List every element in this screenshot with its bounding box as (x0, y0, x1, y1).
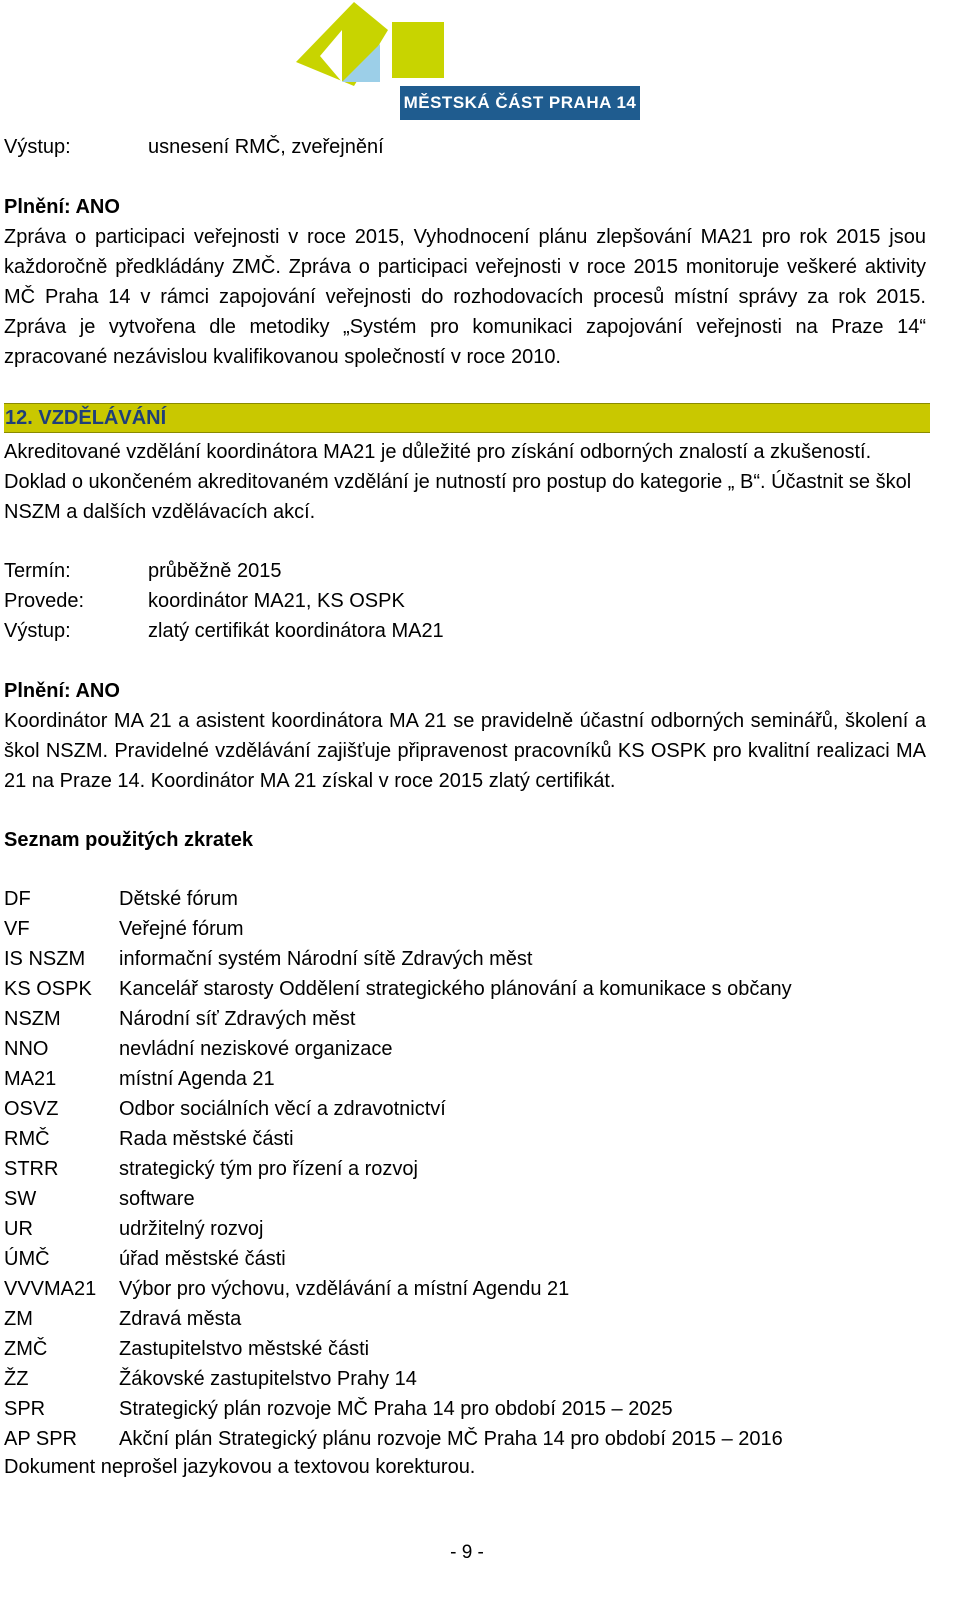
abbreviation-code: IS NSZM (4, 948, 86, 970)
output-value: usnesení RMČ, zveřejnění (148, 136, 384, 158)
abbreviation-row (4, 914, 930, 944)
abbreviation-meaning: místní Agenda 21 (119, 1068, 275, 1090)
abbreviation-code: RMČ (4, 1128, 50, 1150)
abbreviation-meaning: software (119, 1188, 195, 1210)
abbreviation-code: MA21 (4, 1068, 57, 1090)
detail-label: Termín: (4, 560, 71, 582)
abbreviation-meaning: udržitelný rozvoj (119, 1218, 264, 1240)
abbreviation-code: ZM (4, 1308, 33, 1330)
detail-value: koordinátor MA21, KS OSPK (148, 590, 405, 612)
detail-label: Provede: (4, 590, 85, 612)
abbreviation-code: STRR (4, 1158, 59, 1180)
output-row-top (4, 132, 384, 162)
abbreviation-meaning: Rada městské části (119, 1128, 294, 1150)
abbreviation-code: ÚMČ (4, 1248, 50, 1270)
output-label: Výstup: (4, 136, 71, 158)
abbreviation-row (4, 1184, 930, 1214)
abbreviation-meaning: nevládní neziskové organizace (119, 1038, 393, 1060)
abbreviation-row (4, 1124, 930, 1154)
abbreviation-row (4, 1034, 930, 1064)
abbreviation-code: NSZM (4, 1008, 61, 1030)
abbreviation-row (4, 944, 930, 974)
abbreviations-list (4, 884, 930, 1454)
abbreviation-code: ZMČ (4, 1338, 48, 1360)
abbreviation-code: UR (4, 1218, 33, 1240)
abbreviation-meaning: Výbor pro výchovu, vzdělávání a místní Agendu 21 (119, 1278, 570, 1300)
abbreviation-meaning: Zdravá města (119, 1308, 242, 1330)
detail-row-provede (4, 586, 405, 616)
fulfillment-heading-1: Plnění: ANO (4, 196, 120, 218)
abbreviation-code: DF (4, 888, 31, 910)
fulfillment-text-2: Koordinátor MA 21 a asistent koordinátora MA 21 se pravidelně účastní odborných seminářů, školení a škol NSZM. Pravidelné vzdělávání zajišťuje připravenost pracovníků KS OSPK pro kvalitní realizaci MA 21 na Praze 14. Koordinátor MA 21 získal v roce 2015 zlatý certifikát. (4, 710, 926, 792)
abbreviation-meaning: Veřejné fórum (119, 918, 244, 940)
abbreviation-row (4, 1334, 930, 1364)
abbreviation-meaning: Kancelář starosty Oddělení strategického plánování a komunikace s občany (119, 978, 792, 1000)
abbreviation-row (4, 1154, 930, 1184)
abbreviation-meaning: Zastupitelstvo městské části (119, 1338, 370, 1360)
abbreviation-row (4, 1304, 930, 1334)
logo-shapes-icon (296, 0, 456, 90)
detail-row-vystup (4, 616, 444, 646)
abbreviation-row (4, 1424, 930, 1454)
abbreviation-row (4, 1274, 930, 1304)
abbreviation-meaning: Dětské fórum (119, 888, 238, 910)
detail-value: průběžně 2015 (148, 560, 282, 582)
abbreviation-code: AP SPR (4, 1428, 77, 1450)
abbreviation-row (4, 1394, 930, 1424)
abbreviation-code: OSVZ (4, 1098, 59, 1120)
abbreviation-meaning: strategický tým pro řízení a rozvoj (119, 1158, 418, 1180)
abbreviation-row (4, 1064, 930, 1094)
abbreviations-heading: Seznam použitých zkratek (4, 829, 253, 851)
fulfillment-text-1: Zpráva o participaci veřejnosti v roce 2015, Vyhodnocení plánu zlepšování MA21 pro rok 2015 jsou každoročně předkládány ZMČ. Zpráva o participaci veřejnosti v roce 2015 monitoruje veškeré aktivity MČ Praha 14 v rámci zapojování veřejnosti do rozhodovacích procesů místní správy za rok 2015. Zpráva je vytvořena dle metodiky „Systém pro komunikaci zapojování veřejnosti na Praze 14“ zpracované nezávislou kvalifikovanou společností v roce 2010. (4, 226, 926, 368)
detail-value: zlatý certifikát koordinátora MA21 (148, 620, 444, 642)
abbreviation-meaning: Žákovské zastupitelstvo Prahy 14 (119, 1368, 417, 1390)
abbreviation-meaning: informační systém Národní sítě Zdravých měst (119, 948, 533, 970)
abbreviation-row (4, 1004, 930, 1034)
abbreviation-meaning: úřad městské části (119, 1248, 286, 1270)
abbreviation-code: KS OSPK (4, 978, 92, 1000)
fulfillment-heading-2: Plnění: ANO (4, 680, 120, 702)
abbreviation-row (4, 884, 930, 914)
abbreviation-row (4, 1364, 930, 1394)
abbreviation-code: SPR (4, 1398, 46, 1420)
section-intro: Akreditované vzdělání koordinátora MA21 je důležité pro získání odborných znalostí a zkušeností. Doklad o ukončeném akreditovaném vzdělání je nutností pro postup do kategorie „ B“. Účastnit se škol NSZM a dalších vzdělávacích akcí. (4, 441, 912, 523)
praha14-logo (296, 0, 641, 122)
detail-row-termin (4, 556, 281, 586)
abbreviation-code: NNO (4, 1038, 49, 1060)
abbreviation-code: VVVMA21 (4, 1278, 97, 1300)
detail-label: Výstup: (4, 620, 71, 642)
section-heading-vzdelavani: 12. VZDĚLÁVÁNÍ (4, 403, 930, 433)
logo-text: MĚSTSKÁ ČÁST PRAHA 14 (400, 86, 640, 120)
abbreviation-row (4, 1214, 930, 1244)
abbreviation-meaning: Akční plán Strategický plánu rozvoje MČ Praha 14 pro období 2015 – 2016 (119, 1428, 783, 1450)
abbreviation-code: SW (4, 1188, 37, 1210)
abbreviation-row (4, 1094, 930, 1124)
abbreviation-code: VF (4, 918, 30, 940)
abbreviation-row (4, 974, 930, 1004)
footer-note: Dokument neprošel jazykovou a textovou korekturou. (4, 1456, 476, 1478)
abbreviation-code: ŽZ (4, 1368, 29, 1390)
abbreviation-meaning: Odbor sociálních věcí a zdravotnictví (119, 1098, 446, 1120)
abbreviation-row (4, 1244, 930, 1274)
abbreviation-meaning: Strategický plán rozvoje MČ Praha 14 pro období 2015 – 2025 (119, 1398, 673, 1420)
page-number: - 9 - (450, 1542, 484, 1563)
abbreviation-meaning: Národní síť Zdravých měst (119, 1008, 356, 1030)
